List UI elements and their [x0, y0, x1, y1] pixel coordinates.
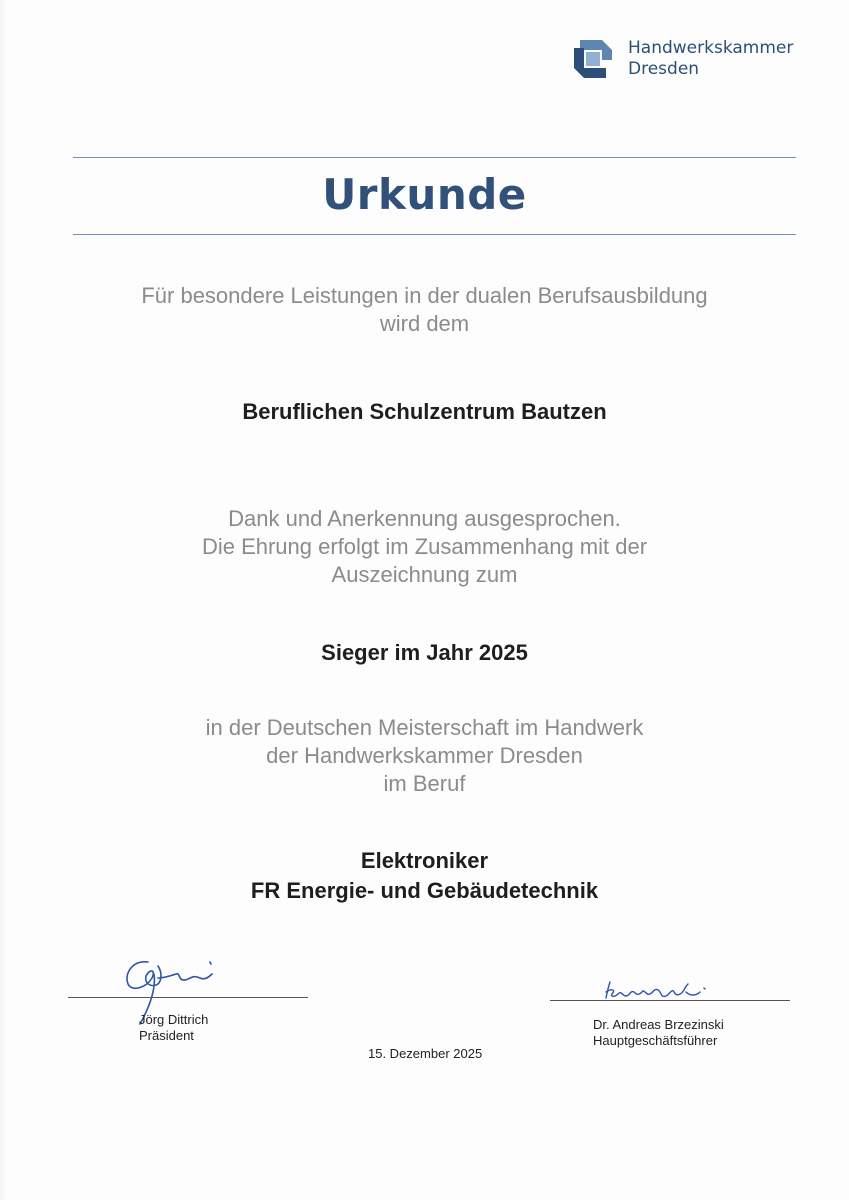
certificate-title: Urkunde	[322, 170, 527, 219]
award-title: Sieger im Jahr 2025	[321, 640, 528, 665]
signatory-left-name: Jörg Dittrich	[139, 1012, 209, 1027]
recipient-name: Beruflichen Schulzentrum Bautzen	[242, 399, 607, 424]
signature-line-right	[550, 1000, 790, 1001]
signature-line-left	[68, 997, 308, 998]
signatory-right	[593, 1017, 724, 1049]
comp-line-3: im Beruf	[383, 771, 466, 796]
comp-line-2: der Handwerkskammer Dresden	[266, 743, 583, 768]
profession-line-1: Elektroniker	[360, 848, 489, 873]
intro-line-1: Für besondere Leistungen in der dualen Berufsausbildung	[141, 283, 708, 308]
certificate-date: 15. Dezember 2025	[368, 1046, 483, 1061]
signature-right	[600, 974, 720, 1010]
logo-line-2: Dresden	[628, 59, 700, 79]
signatory-left	[139, 1012, 208, 1044]
profession-line-2: FR Energie- und Gebäudetechnik	[250, 878, 599, 903]
acknowledgement-text	[0, 505, 849, 589]
title-rule-bottom	[73, 234, 796, 235]
intro-text	[0, 282, 849, 338]
handwerkskammer-logo	[574, 38, 814, 82]
competition-text	[0, 714, 849, 798]
signatory-right-name: Dr. Andreas Brzezinski	[593, 1017, 724, 1032]
ack-line-1: Dank und Anerkennung ausgesprochen.	[228, 506, 621, 531]
intro-line-2: wird dem	[379, 311, 470, 336]
logo-line-1: Handwerkskammer	[628, 38, 794, 58]
ack-line-2: Die Ehrung erfolgt im Zusammenhang mit der	[201, 534, 648, 559]
signatory-right-role: Hauptgeschäftsführer	[593, 1033, 718, 1048]
title-rule-top	[73, 157, 796, 158]
hwk-logo-icon	[574, 40, 612, 78]
ack-line-3: Auszeichnung zum	[331, 562, 518, 587]
profession-text	[0, 846, 849, 906]
signatory-left-role: Präsident	[139, 1028, 194, 1043]
comp-line-1: in der Deutschen Meisterschaft im Handwerk	[205, 715, 644, 740]
